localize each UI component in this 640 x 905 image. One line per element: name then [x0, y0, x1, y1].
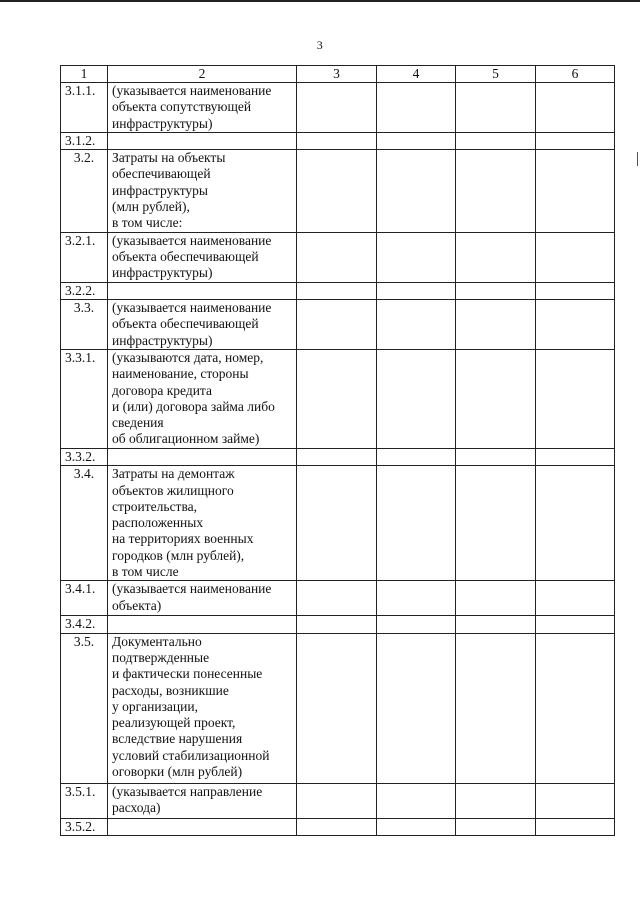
row-number: 3.3.1.	[61, 349, 108, 448]
table-row	[61, 299, 615, 349]
value-cell	[456, 783, 536, 818]
table-row	[61, 466, 615, 581]
value-cell	[456, 232, 536, 282]
row-number: 3.4.2.	[61, 616, 108, 633]
row-description: Затраты на объекты обеспечивающей инфраструктуры (млн рублей), в том числе:	[108, 150, 297, 232]
value-cell	[536, 783, 615, 818]
value-cell	[297, 783, 377, 818]
page-top-border	[0, 0, 640, 2]
value-cell	[297, 581, 377, 616]
value-cell	[377, 232, 456, 282]
value-cell	[297, 150, 377, 232]
value-cell	[297, 132, 377, 149]
table-row	[61, 616, 615, 633]
column-header-4: 4	[377, 66, 456, 83]
value-cell	[456, 616, 536, 633]
value-cell	[297, 616, 377, 633]
value-cell	[297, 818, 377, 835]
value-cell	[536, 349, 615, 448]
value-cell	[536, 818, 615, 835]
row-number: 3.3.	[61, 299, 108, 349]
data-table	[60, 65, 615, 836]
value-cell	[536, 299, 615, 349]
value-cell	[297, 299, 377, 349]
row-description: Документально подтвержденные и фактически понесенные расходы, возникшие у организации, реализующей проект, вследствие нарушения условий стабилизационной оговорки (млн рублей)	[108, 633, 297, 783]
value-cell	[536, 448, 615, 465]
value-cell	[456, 466, 536, 581]
row-description	[108, 818, 297, 835]
table-row	[61, 232, 615, 282]
row-number: 3.5.	[61, 633, 108, 783]
column-header-6: 6	[536, 66, 615, 83]
table-row	[61, 349, 615, 448]
row-description: (указывается направление расхода)	[108, 783, 297, 818]
row-description: (указывается наименование объекта обеспечивающей инфраструктуры)	[108, 299, 297, 349]
value-cell	[536, 581, 615, 616]
value-cell	[536, 150, 615, 232]
value-cell	[297, 448, 377, 465]
row-description	[108, 282, 297, 299]
value-cell	[377, 581, 456, 616]
row-number: 3.5.1.	[61, 783, 108, 818]
value-cell	[377, 282, 456, 299]
row-description	[108, 616, 297, 633]
value-cell	[536, 282, 615, 299]
value-cell	[377, 448, 456, 465]
value-cell	[377, 83, 456, 133]
column-header-1: 1	[61, 66, 108, 83]
scan-artifact	[637, 152, 638, 166]
value-cell	[377, 783, 456, 818]
value-cell	[536, 616, 615, 633]
value-cell	[377, 818, 456, 835]
value-cell	[456, 150, 536, 232]
table-row	[61, 633, 615, 783]
column-header-3: 3	[297, 66, 377, 83]
column-header-2: 2	[108, 66, 297, 83]
value-cell	[456, 132, 536, 149]
value-cell	[377, 150, 456, 232]
value-cell	[377, 633, 456, 783]
column-header-5: 5	[456, 66, 536, 83]
value-cell	[297, 466, 377, 581]
row-description: (указывается наименование объекта)	[108, 581, 297, 616]
value-cell	[377, 349, 456, 448]
value-cell	[456, 633, 536, 783]
page-number: 3	[316, 38, 324, 52]
table-row	[61, 581, 615, 616]
value-cell	[297, 232, 377, 282]
row-number: 3.3.2.	[61, 448, 108, 465]
value-cell	[377, 616, 456, 633]
row-description: (указывается наименование объекта сопутствующей инфраструктуры)	[108, 83, 297, 133]
value-cell	[456, 818, 536, 835]
value-cell	[536, 633, 615, 783]
row-number: 3.2.	[61, 150, 108, 232]
row-description: (указываются дата, номер, наименование, стороны договора кредита и (или) договора займа либо сведения об облигационном займе)	[108, 349, 297, 448]
table-row	[61, 783, 615, 818]
value-cell	[377, 299, 456, 349]
table-row	[61, 818, 615, 835]
table-header-row	[61, 66, 615, 83]
value-cell	[377, 466, 456, 581]
value-cell	[297, 633, 377, 783]
row-number: 3.1.2.	[61, 132, 108, 149]
row-number: 3.5.2.	[61, 818, 108, 835]
value-cell	[456, 349, 536, 448]
value-cell	[456, 581, 536, 616]
table-row	[61, 448, 615, 465]
value-cell	[536, 132, 615, 149]
row-description	[108, 132, 297, 149]
row-number: 3.2.1.	[61, 232, 108, 282]
row-description: (указывается наименование объекта обеспечивающей инфраструктуры)	[108, 232, 297, 282]
value-cell	[456, 83, 536, 133]
value-cell	[297, 349, 377, 448]
table-row	[61, 132, 615, 149]
value-cell	[456, 282, 536, 299]
row-number: 3.4.	[61, 466, 108, 581]
row-number: 3.4.1.	[61, 581, 108, 616]
value-cell	[377, 132, 456, 149]
table-row	[61, 150, 615, 232]
row-description	[108, 448, 297, 465]
value-cell	[297, 83, 377, 133]
value-cell	[536, 466, 615, 581]
row-number: 3.1.1.	[61, 83, 108, 133]
row-number: 3.2.2.	[61, 282, 108, 299]
value-cell	[297, 282, 377, 299]
value-cell	[456, 448, 536, 465]
row-description: Затраты на демонтаж объектов жилищного строительства, расположенных на территориях военных городков (млн рублей), в том числе	[108, 466, 297, 581]
value-cell	[536, 83, 615, 133]
value-cell	[536, 232, 615, 282]
table-row	[61, 282, 615, 299]
table-row	[61, 83, 615, 133]
value-cell	[456, 299, 536, 349]
